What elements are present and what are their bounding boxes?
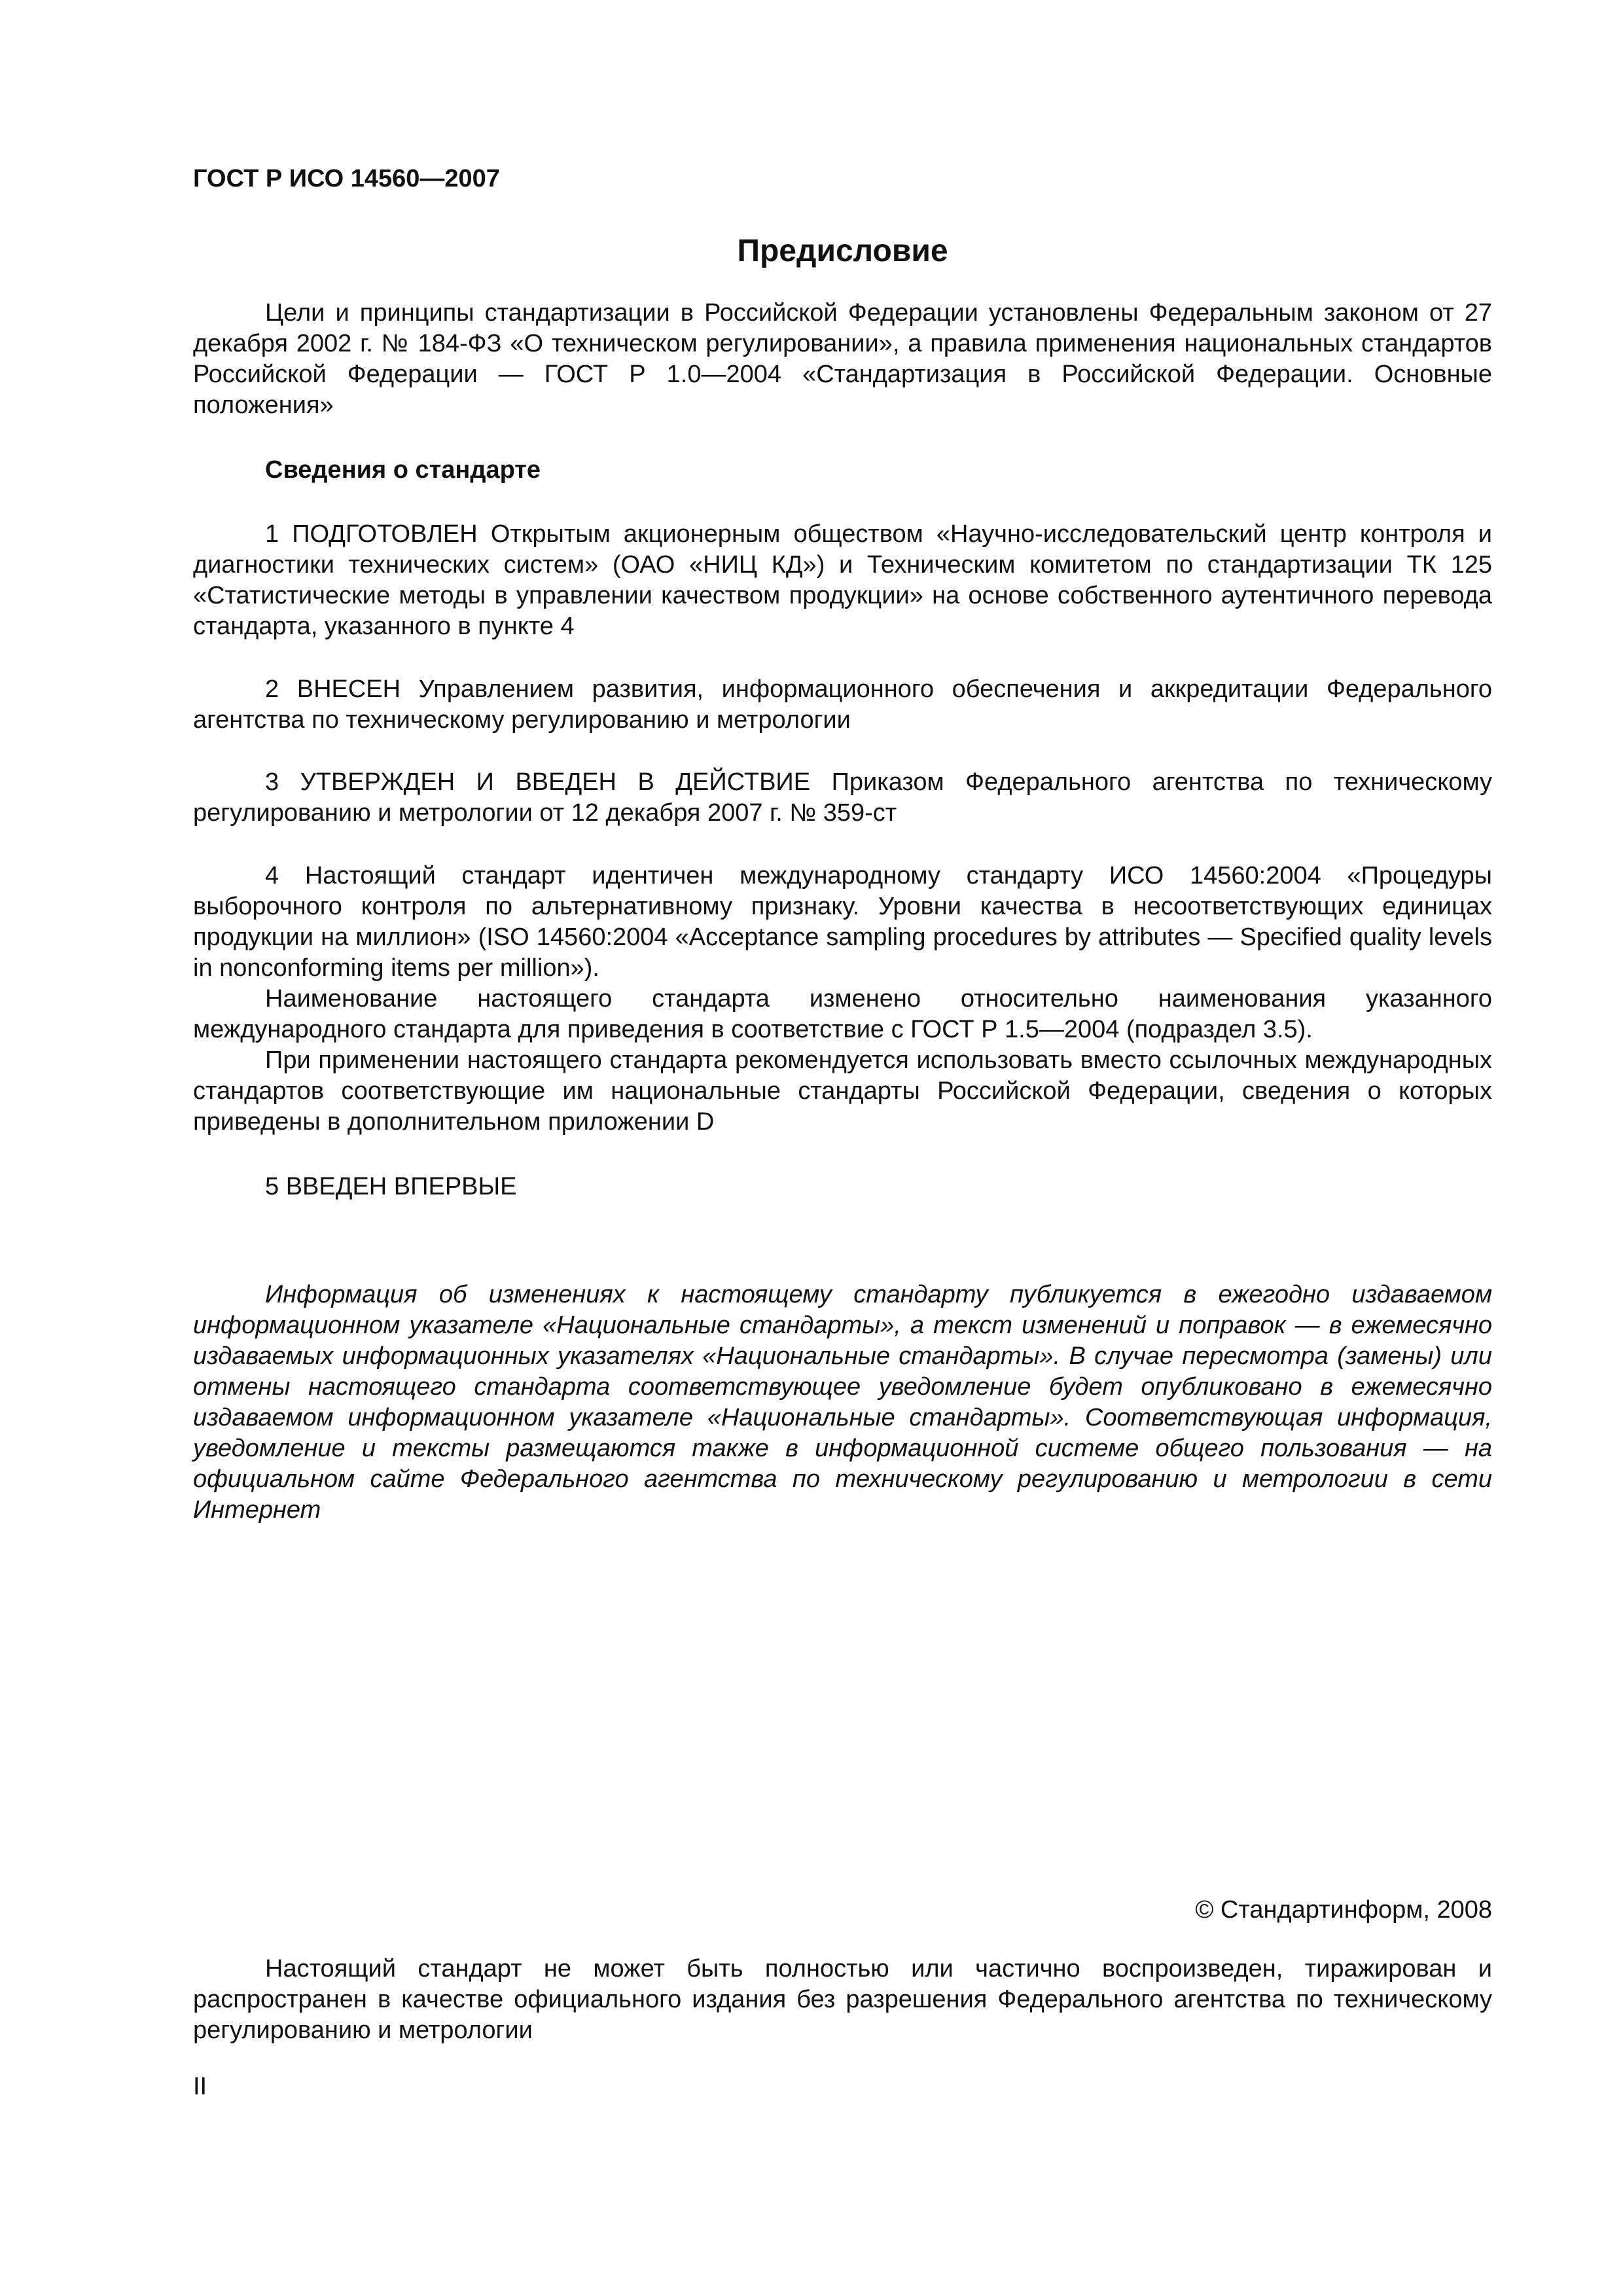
change-information: Информация об изменениях к настоящему стандарту публикуется в ежегодно издаваемом информационном указателе «Национальные стандарты», а текст изменений и поправок — в ежемесячно издаваемых информационных указателях «Национальные стандарты». В случае пересмотра (замены) или отмены настоящего стандарта соответствующее уведомление будет опубликовано в ежемесячно издаваемом информационном указателе «Национальные стандарты». Соответствующая информация, уведомление и тексты размещаются также в информационной системе общего пользования — на официальном сайте Федерального агентства по техническому регулированию и метрологии в сети Интернет [193,1281,1492,1524]
info-item-paragraph: 5 ВВЕДЕН ВПЕРВЫЕ [265,1173,517,1200]
info-item-paragraph: 1 ПОДГОТОВЛЕН Открытым акционерным обществом «Научно-исследовательский центр контроля и диагностики технических систем» (ОАО «НИЦ КД») и Техническим комитетом по стандартизации ТК 125 «Статистические методы в управлении качеством продукции» на основе собственного аутентичного перевода стандарта, указанного в пункте 4 [193,520,1492,640]
page-number: II [193,2073,207,2100]
preface-intro-block [193,298,1492,421]
info-item-1 [193,519,1492,642]
info-item-3 [193,767,1492,829]
standard-info-heading: Сведения о стандарте [265,456,541,484]
preface-intro: Цели и принципы стандартизации в Российской Федерации установлены Федеральным законом от 27 декабря 2002 г. № 184-ФЗ «О техническом регулировании», а правила применения национальных стандартов Российской Федерации — ГОСТ Р 1.0—2004 «Стандартизация в Российской Федерации. Основные положения» [193,299,1492,419]
info-item-paragraph: 2 ВНЕСЕН Управлением развития, информационного обеспечения и аккредитации Федерального агентства по техническому регулированию и метрологии [193,675,1492,734]
info-item-paragraph: Наименование настоящего стандарта изменено относительно наименования указанного международного стандарта для приведения в соответствие с ГОСТ Р 1.5—2004 (подраздел 3.5). [193,985,1492,1043]
info-item-2 [193,674,1492,736]
reproduction-notice: Настоящий стандарт не может быть полностью или частично воспроизведен, тиражирован и распространен в качестве официального издания без разрешения Федерального агентства по техническому регулированию и метрологии [193,1955,1492,2044]
info-item-4 [193,861,1492,1138]
info-item-paragraph: 3 УТВЕРЖДЕН И ВВЕДЕН В ДЕЙСТВИЕ Приказом Федерального агентства по техническому регулированию и метрологии от 12 декабря 2007 г. № 359-ст [193,768,1492,827]
copyright-line: © Стандартинформ, 2008 [1195,1896,1492,1924]
info-item-paragraph: При применении настоящего стандарта рекомендуется использовать вместо ссылочных международных стандартов соответствующие им национальные стандарты Российской Федерации, сведения о которых приведены в дополнительном приложении D [193,1047,1492,1136]
info-item-5 [193,1172,1492,1202]
preface-title: Предисловие [737,234,948,268]
document-code: ГОСТ Р ИСО 14560—2007 [193,165,500,192]
info-item-paragraph: 4 Настоящий стандарт идентичен международному стандарту ИСО 14560:2004 «Процедуры выборочного контроля по альтернативному признаку. Уровни качества в несоответствующих единицах продукции на миллион» (ISO 14560:2004 «Acceptance sampling procedures by attributes — Specified quality levels in nonconforming items per million»). [193,862,1492,982]
